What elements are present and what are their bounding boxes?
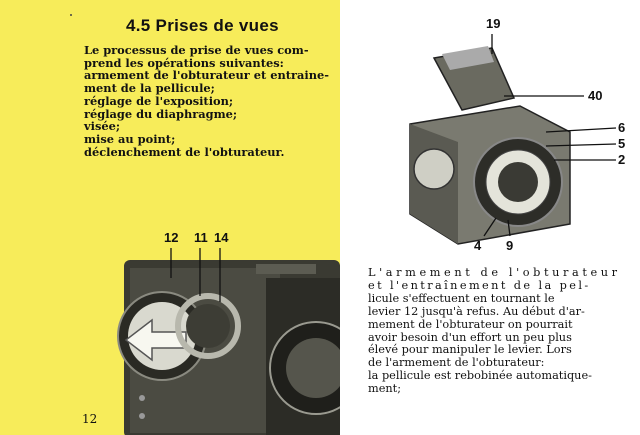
caption-line: élevé pour manipuler le levier. Lors: [368, 343, 572, 357]
intro-line: prend les opérations suivantes:: [84, 55, 284, 70]
intro-line: visée;: [84, 119, 121, 134]
caption-line: avoir besoin d'un effort un peu plus: [368, 330, 572, 344]
caption-line: licule s'effectuent en tournant le: [368, 291, 555, 305]
section-title: 4.5 Prises de vues: [126, 16, 279, 35]
camera-side-photo: [116, 248, 340, 435]
right-page: [340, 0, 640, 435]
callout-19: 19: [486, 16, 501, 31]
callout-5: 5: [618, 136, 626, 151]
intro-line: Le processus de prise de vues com-: [84, 43, 309, 57]
caption-line: et l'entraînement de la pel-: [368, 278, 591, 292]
caption-line: L'armement de l'obturateur: [368, 266, 621, 279]
caption-line: mement de l'obturateur on pourrait: [368, 317, 573, 331]
intro-line: réglage de l'exposition;: [84, 93, 234, 108]
intro-line: mise au point;: [84, 131, 176, 146]
page-number: 12: [82, 412, 98, 426]
callout-14: 14: [214, 230, 229, 245]
intro-line: armement de l'obturateur et entraine-: [84, 68, 329, 83]
callout-11: 11: [194, 230, 208, 245]
intro-paragraph: [84, 44, 330, 158]
intro-line: réglage du diaphragme;: [84, 106, 238, 121]
callout-9: 9: [506, 238, 514, 253]
screw: [139, 413, 145, 419]
nameplate: [256, 264, 316, 274]
caption-line: de l'armement de l'obturateur:: [368, 356, 545, 370]
printed-dot: [70, 14, 72, 16]
callout-6: 6: [618, 120, 626, 135]
callout-2: 2: [618, 152, 626, 167]
dial-center: [186, 304, 230, 348]
intro-line: ment de la pellicule;: [84, 81, 215, 96]
caption-line: levier 12 jusqu'à refus. Au début d'ar-: [368, 304, 585, 318]
caption-line: la pellicule est rebobinée automatique-: [368, 369, 592, 383]
camera-front-photo: [370, 14, 640, 259]
callout-40: 40: [588, 88, 603, 103]
side-knob: [414, 149, 454, 189]
lens-glass: [498, 162, 538, 202]
caption-line: ment;: [368, 382, 402, 396]
callout-12: 12: [164, 230, 179, 245]
intro-line: déclenchement de l'obturateur.: [84, 144, 285, 159]
screw: [139, 395, 145, 401]
callout-4: 4: [474, 238, 482, 253]
left-photo-callouts: [150, 226, 290, 248]
caption-paragraph: [368, 267, 634, 396]
